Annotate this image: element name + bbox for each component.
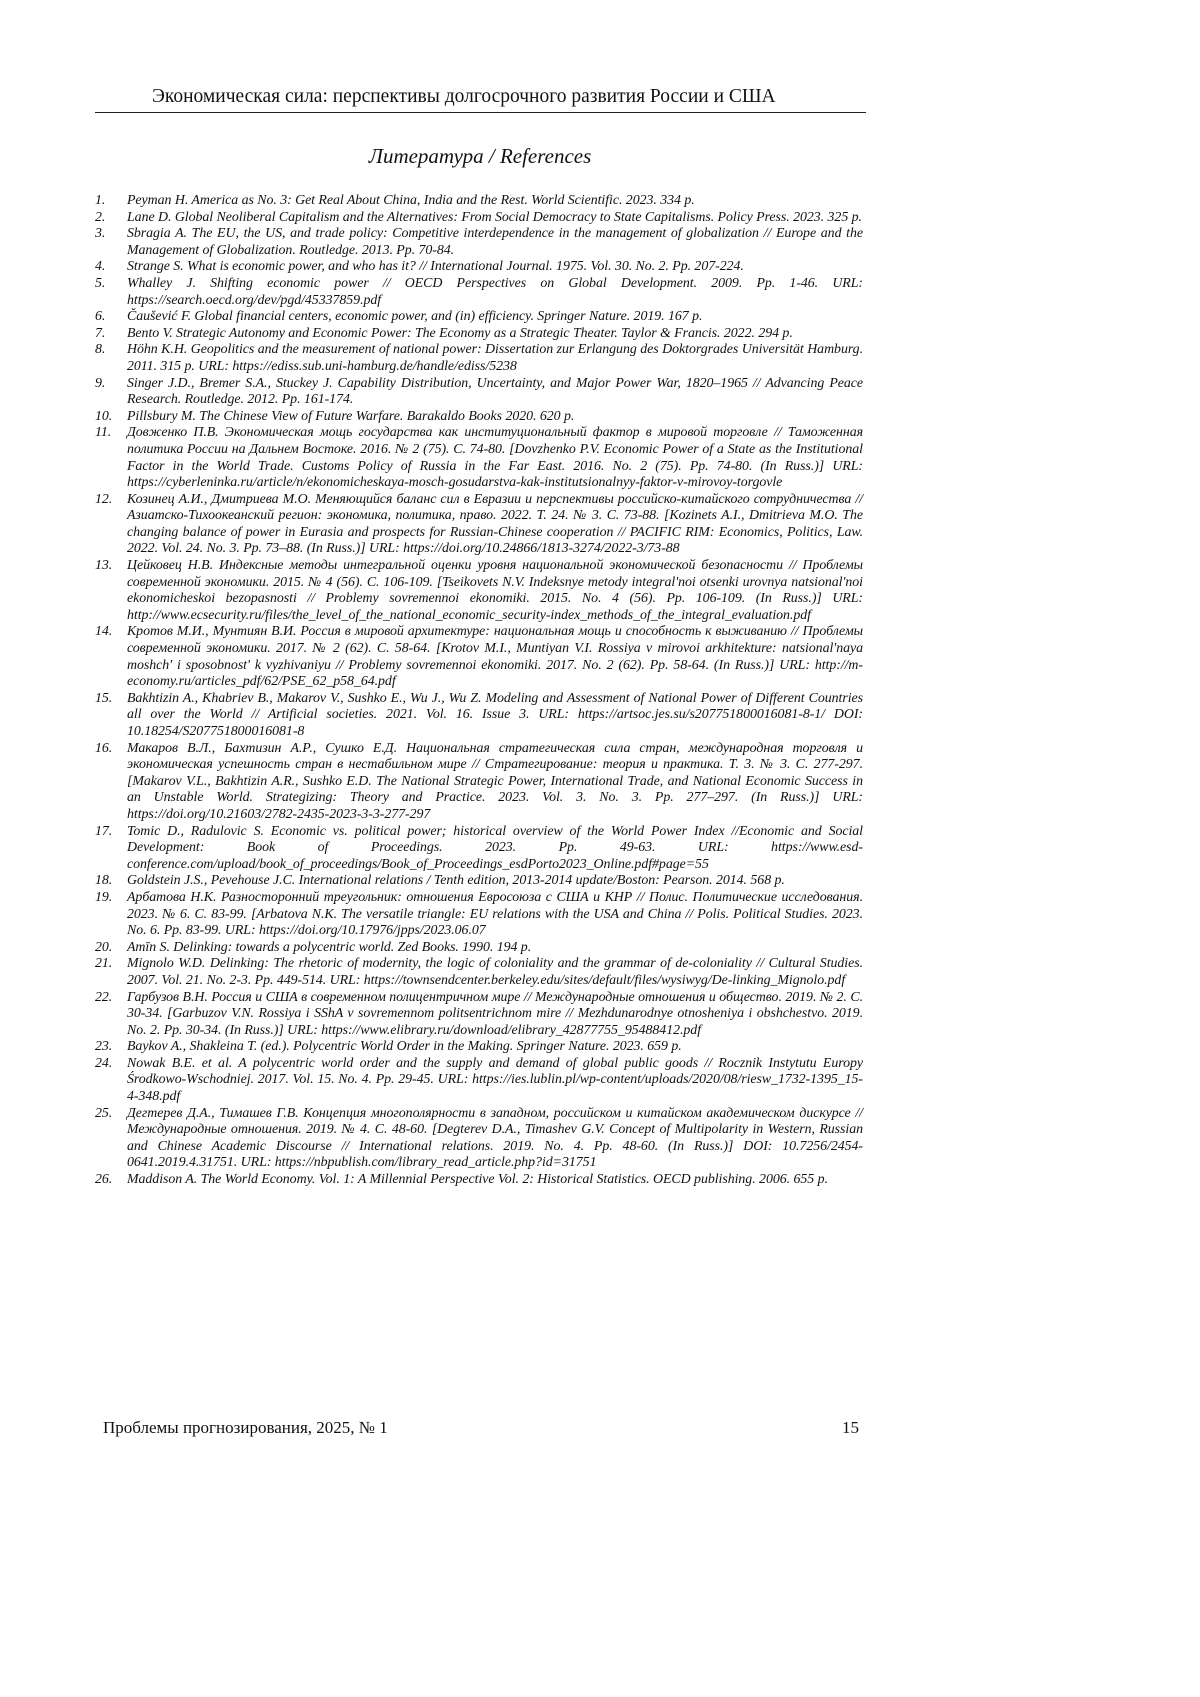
reference-number: 2. <box>95 209 106 225</box>
reference-item <box>95 376 863 409</box>
reference-text: Strange S. What is economic power, and who has it? // International Journal. 1975. Vol. 30. No. 2. Pp. 207-224. <box>127 259 744 275</box>
reference-item <box>95 226 863 259</box>
reference-text: Whalley J. Shifting economic power // OECD Perspectives on Global Development. 2009. Pp. 1-46. URL: https://search.oecd.org/dev/pgd/45337859.pdf <box>127 275 863 308</box>
running-header <box>95 86 866 113</box>
reference-item <box>95 1039 863 1056</box>
reference-item <box>95 210 863 227</box>
reference-number: 19. <box>95 889 113 905</box>
reference-text: Tomic D., Radulovic S. Economic vs. political power; historical overview of the World Power Index //Economic and Social Development: Book of Proceedings. 2023. Pp. 49-63. URL: https://www.esd-conference.com/upload/book_of_proceedings/Book_of_Proceedings_esdPorto2023_Online.pdf#page=55 <box>127 823 863 872</box>
reference-text: Singer J.D., Bremer S.A., Stuckey J. Capability Distribution, Uncertainty, and Major Power War, 1820–1965 // Advancing Peace Research. Routledge. 2012. Pp. 161-174. <box>127 375 863 408</box>
reference-text: Макаров В.Л., Бахтизин А.Р., Сушко Е.Д. Национальная стратегическая сила стран, международная торговля и экономическая успешность стран в нестабильном мире // Стратегирование: теория и практика. Т. 3. № 3. С. 277-297. [Makarov V.L., Bakhtizin A.R., Sushko E.D. The National Strategic Power, International Trade, and National Economic Success in an Unstable World. Strategizing: Theory and Practice. 2023. Vol. 3. No. 3. Pp. 277–297. (In Russ.)] URL: https://doi.org/10.21603/2782-2435-2023-3-3-277-297 <box>127 740 863 822</box>
references-heading: Литература / References <box>368 144 592 168</box>
reference-number: 23. <box>95 1039 113 1055</box>
reference-text: Maddison A. The World Economy. Vol. 1: A Millennial Perspective Vol. 2: Historical Statistics. OECD publishing. 2006. 655 p. <box>127 1172 828 1188</box>
reference-number: 20. <box>95 939 113 955</box>
reference-text: Čaušević F. Global financial centers, economic power, and (in) efficiency. Springer Nature. 2019. 167 p. <box>127 309 703 325</box>
reference-number: 6. <box>95 309 106 325</box>
reference-text: Goldstein J.S., Pevehouse J.C. International relations / Tenth edition, 2013-2014 update/Boston: Pearson. 2014. 568 p. <box>127 873 785 889</box>
reference-item <box>95 940 863 957</box>
reference-text: Цейковец Н.В. Индексные методы интегральной оценки уровня национальной экономической безопасности // Проблемы современной экономики. 2015. № 4 (56). С. 106-109. [Tseikovets N.V. Indeksnye metody integral'noi otsenki urovnya natsional'noi ekonomicheskoi bezopasnosti // Problemy sovremennoi ekonomiki. 2015. No. 4 (56). Pp. 106-109. (In Russ.)] URL: http://www.ecsecurity.ru/files/the_level_of_the_national_economic_security-index_methods_of_the_integral_evaluation.pdf <box>127 558 863 623</box>
reference-item <box>95 193 863 210</box>
reference-item <box>95 956 863 989</box>
reference-item <box>95 1172 863 1189</box>
reference-item <box>95 425 863 491</box>
reference-text: Кротов М.И., Мунтиян В.И. Россия в мировой архитектуре: национальная мощь и способность к выживанию // Проблемы современной экономики. 2017. № 2 (62). С. 58-64. [Krotov M.I., Muntiyan V.I. Rossiya v mirovoi arkhitekture: natsional'naya moshch' i sposobnost' k vyzhivaniyu // Problemy sovremennoi ekonomiki. 2017. No. 2 (62). Pp. 58-64. (In Russ.)] URL: http://m-economy.ru/articles_pdf/62/PSE_62_p58_64.pdf <box>127 624 863 690</box>
reference-number: 25. <box>95 1105 113 1121</box>
reference-text: Козинец А.И., Дмитриева М.О. Меняющийся баланс сил в Евразии и перспективы российско-китайского сотрудничества // Азиатско-Тихоокеанский регион: экономика, политика, право. 2022. Т. 24. № 3. С. 73-88. [Kozinets A.I., Dmitrieva M.O. The changing balance of power in Eurasia and prospects for Russian-Chinese cooperation // PACIFIC RIM: Economics, Politics, Law. 2022. Vol. 24. No. 3. Pp. 73–88. (In Russ.)] URL: https://doi.org/10.24866/1813-3274/2022-3/73-88 <box>127 491 863 557</box>
reference-item <box>95 873 863 890</box>
references-list <box>95 193 863 1189</box>
running-header-title: Экономическая сила: перспективы долгосрочного развития России и США <box>152 86 776 107</box>
reference-number: 4. <box>95 259 106 275</box>
reference-number: 15. <box>95 690 113 706</box>
reference-item <box>95 990 863 1040</box>
reference-item <box>95 342 863 375</box>
reference-number: 3. <box>95 226 106 242</box>
reference-text: Pillsbury M. The Chinese View of Future Warfare. Barakaldo Books 2020. 620 p. <box>127 408 575 424</box>
footer-journal-title: Проблемы прогнозирования, 2025, № 1 <box>103 1418 388 1437</box>
reference-number: 24. <box>95 1055 113 1071</box>
reference-text: Höhn K.H. Geopolitics and the measurement of national power: Dissertation zur Erlangung des Doktorgrades Universität Hamburg. 2011. 315 p. URL: https://ediss.sub.uni-hamburg.de/handle/ediss/5238 <box>127 342 863 374</box>
reference-text: Peyman H. America as No. 3: Get Real About China, India and the Rest. World Scientific. 2023. 334 p. <box>127 193 695 208</box>
reference-text: Baykov A., Shakleina T. (ed.). Polycentric World Order in the Making. Springer Nature. 2023. 659 p. <box>127 1039 682 1055</box>
reference-number: 16. <box>95 740 113 756</box>
reference-item <box>95 259 863 276</box>
reference-item <box>95 309 863 326</box>
reference-number: 13. <box>95 558 113 574</box>
page-number: 15 <box>842 1418 859 1437</box>
reference-item <box>95 691 863 741</box>
reference-item <box>95 1056 863 1106</box>
reference-text: Дегтерев Д.А., Тимашев Г.В. Концепция многополярности в западном, российском и китайском академическом дискурсе // Международные отношения. 2019. № 4. С. 48-60. [Degterev D.A., Timashev G.V. Concept of Multipolarity in Western, Russian and Chinese Academic Discourse // International relations. 2019. No. 4. Pp. 48-60. (In Russ.)] DOI: 10.7256/2454-0641.2019.4.31751. URL: https://nbpublish.com/library_read_article.php?id=31751 <box>127 1105 863 1171</box>
reference-text: Amīn S. Delinking: towards a polycentric world. Zed Books. 1990. 194 p. <box>127 939 532 955</box>
reference-number: 10. <box>95 408 113 424</box>
reference-number: 7. <box>95 325 106 341</box>
reference-number: 18. <box>95 873 113 889</box>
reference-number: 26. <box>95 1172 113 1188</box>
reference-number: 14. <box>95 624 113 640</box>
reference-number: 22. <box>95 989 113 1005</box>
reference-text: Арбатова Н.К. Разносторонний треугольник: отношения Евросоюза с США и КНР // Полис. Политические исследования. 2023. № 6. С. 83-99. [Arbatova N.K. The versatile triangle: EU relations with the USA and China // Polis. Political Studies. 2023. No. 6. Pp. 83-99. URL: https://doi.org/10.17976/jpps/2023.06.07 <box>127 889 863 939</box>
reference-number: 8. <box>95 342 106 358</box>
reference-item <box>95 492 863 558</box>
reference-text: Довженко П.В. Экономическая мощь государства как институциональный фактор в мировой торговле // Таможенная политика России на Дальнем Востоке. 2016. № 2 (75). С. 74-80. [Dovzhenko P.V. Economic Power of a State as the Institutional Factor in the World Trade. Customs Policy of Russia in the Far East. 2016. No. 2 (75). Pp. 74-80. (In Russ.)] URL: https://cyberleninka.ru/article/n/ekonomicheskaya-mosch-gosudarstva-kak-institutsionalnyy-faktor-v-mirovoy-torgovle <box>127 425 863 491</box>
reference-number: 11. <box>95 425 112 441</box>
reference-text: Sbragia A. The EU, the US, and trade policy: Competitive interdependence in the management of globalization // Europe and the Management of Globalization. Routledge. 2013. Pp. 70-84. <box>127 226 863 258</box>
reference-item <box>95 409 863 426</box>
reference-text: Nowak B.E. et al. A polycentric world order and the supply and demand of global public goods // Rocznik Instytutu Europy Środkowo-Wschodniej. 2017. Vol. 15. No. 4. Pp. 29-45. URL: https://ies.lublin.pl/wp-content/uploads/2020/08/riesw_1732-1395_15-4-348.pdf <box>127 1055 863 1105</box>
reference-item <box>95 741 863 824</box>
reference-number: 5. <box>95 275 106 291</box>
reference-item <box>95 558 863 624</box>
reference-number: 21. <box>95 956 113 972</box>
reference-item <box>95 1106 863 1172</box>
reference-item <box>95 326 863 343</box>
reference-item <box>95 276 863 309</box>
reference-number: 1. <box>95 193 106 208</box>
reference-text: Lane D. Global Neoliberal Capitalism and the Alternatives: From Social Democracy to State Capitalisms. Policy Press. 2023. 325 p. <box>127 209 862 225</box>
reference-number: 17. <box>95 823 113 839</box>
reference-text: Mignolo W.D. Delinking: The rhetoric of modernity, the logic of coloniality and the grammar of de-coloniality // Cultural Studies. 2007. Vol. 21. No. 2-3. Pp. 449-514. URL: https://townsendcenter.berkeley.edu/sites/default/files/wysiwyg/De-linking_Mignolo.pdf <box>127 956 863 988</box>
reference-text: Bakhtizin A., Khabriev B., Makarov V., Sushko E., Wu J., Wu Z. Modeling and Assessment of National Power of Different Countries all over the World // Artificial societies. 2021. Vol. 16. Issue 3. URL: https://artsoc.jes.su/s207751800016081-8-1/ DOI: 10.18254/S207751800016081-8 <box>127 690 863 739</box>
reference-item <box>95 890 863 940</box>
reference-number: 9. <box>95 375 106 391</box>
reference-text: Bento V. Strategic Autonomy and Economic Power: The Economy as a Strategic Theater. Taylor & Francis. 2022. 294 p. <box>127 325 793 341</box>
reference-number: 12. <box>95 491 113 507</box>
reference-item <box>95 824 863 874</box>
reference-item <box>95 624 863 690</box>
reference-text: Гарбузов В.Н. Россия и США в современном полицентричном мире // Международные отношения и общество. 2019. № 2. С. 30-34. [Garbuzov V.N. Rossiya i SShA v sovremennom politsentrichnom mire // Mezhdunarodnye otnosheniya i obshchestvo. 2019. No. 2. Pp. 30-34. (In Russ.)] URL: https://www.elibrary.ru/download/elibrary_42877755_95488412.pdf <box>127 989 863 1038</box>
